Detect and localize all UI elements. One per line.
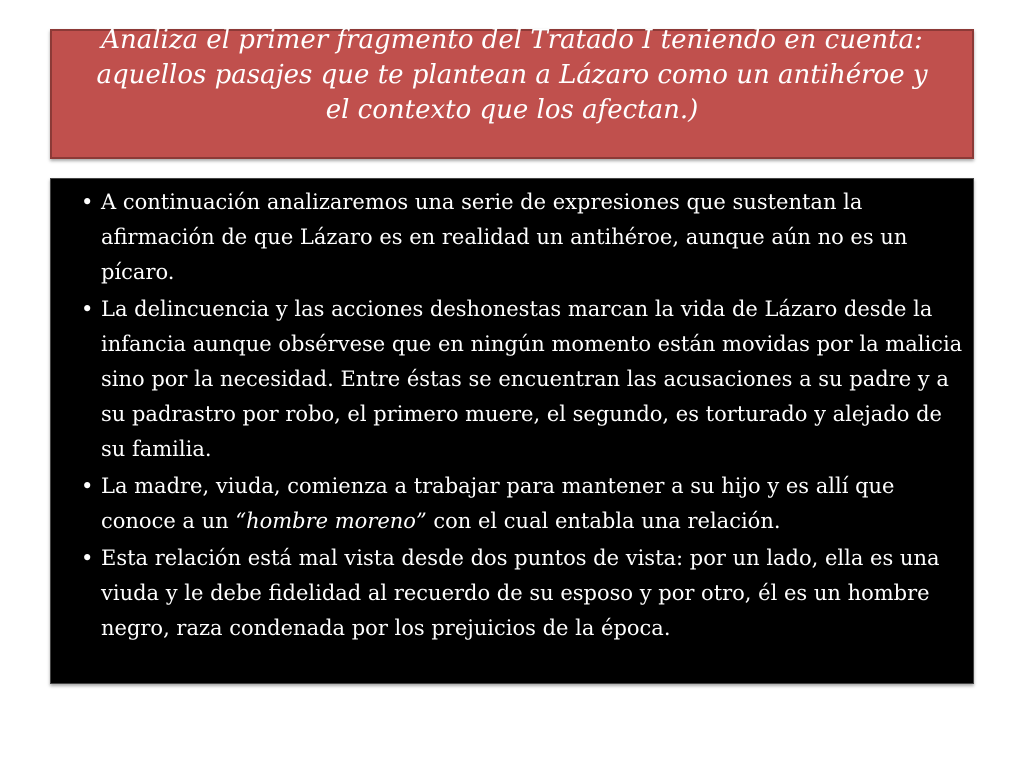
slide-title-box <box>50 25 974 159</box>
bullet-item-4 <box>81 541 963 646</box>
bullet-icon: • <box>81 297 94 321</box>
bullet-text: A continuación analizaremos una serie de expresiones que sustentan la afirmación de que Lázaro es en realidad un antihéroe, aunque aún no es un pícaro. <box>101 190 908 284</box>
bullet-text: Esta relación está mal vista desde dos puntos de vista: por un lado, ella es una viuda y le debe fidelidad al recuerdo de su esposo y por otro, él es un hombre negro, raza condenada por los prejuicios de la época. <box>101 546 940 640</box>
bullet-icon: • <box>81 474 94 498</box>
slide-title: Analiza el primer fragmento del Tratado I teniendo en cuenta: aquellos pasajes que te plantean a Lázaro como un antihéroe y el contexto que los afectan.) <box>96 25 928 125</box>
bullet-item-3 <box>81 469 963 539</box>
bullet-icon: • <box>81 190 94 214</box>
bullet-text-emphasis: “hombre moreno” <box>235 509 427 533</box>
bullet-text-before: La madre, viuda, comienza a trabajar para mantener a su hijo y es allí que conoce a un <box>101 474 895 533</box>
bullet-list <box>81 185 963 646</box>
bullet-text: La delincuencia y las acciones deshonestas marcan la vida de Lázaro desde la infancia aunque obsérvese que en ningún momento están movidas por la malicia sino por la necesidad. Entre éstas se encuentran las acusaciones a su padre y a su padrastro por robo, el primero muere, el segundo, es torturado y alejado de su familia. <box>101 297 963 461</box>
bullet-icon: • <box>81 546 94 570</box>
bullet-item-2 <box>81 292 963 467</box>
bullet-item-1 <box>81 185 963 290</box>
bullet-text-after: con el cual entabla una relación. <box>426 509 781 533</box>
slide-content-box <box>50 178 974 684</box>
